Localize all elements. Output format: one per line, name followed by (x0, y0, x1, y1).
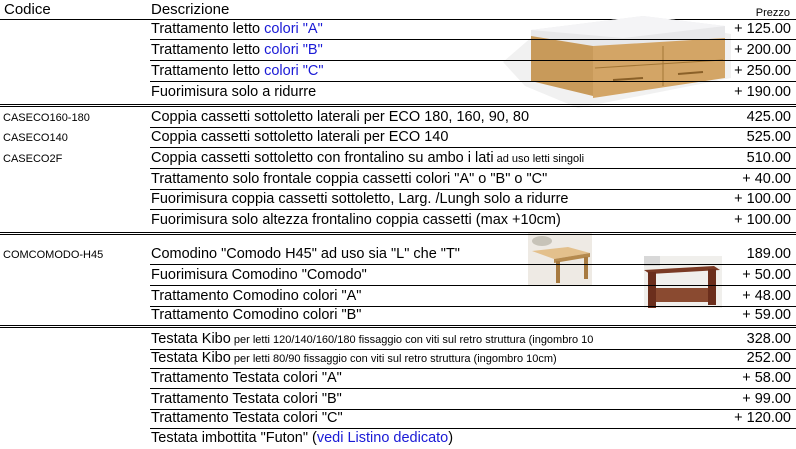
row-description (151, 350, 557, 368)
row-description-text: Trattamento solo frontale coppia cassetti colori "A" o "B" o "C" (151, 171, 548, 187)
row-price: 189.00 (746, 246, 791, 262)
row-description-link[interactable]: vedi Listino dedicato (316, 430, 449, 446)
row-code: CASECO140 (3, 132, 68, 144)
row-description-text: Trattamento letto (151, 42, 265, 58)
row-description-text: Fuorimisura Comodino "Comodo" (151, 267, 367, 283)
row-price: 510.00 (746, 150, 791, 166)
row-price: + 120.00 (734, 410, 791, 426)
row-code: CASECO2F (3, 153, 63, 165)
row-description (151, 109, 529, 126)
header-price: Prezzo (755, 7, 790, 19)
row-description (151, 171, 547, 188)
row-description-link[interactable]: colori "C" (264, 63, 324, 79)
row-description (151, 63, 324, 80)
row-rule (150, 60, 796, 61)
row-price: + 50.00 (742, 267, 791, 283)
row-price: + 40.00 (742, 171, 791, 187)
row-description-text: Fuorimisura solo altezza frontalino coppia cassetti (max +10cm) (151, 212, 561, 228)
table-row (0, 62, 796, 82)
table-row (0, 108, 796, 128)
row-description (151, 84, 316, 101)
row-price: + 100.00 (734, 212, 791, 228)
table-row (0, 211, 796, 231)
table-row (0, 245, 796, 265)
header-description: Descrizione (151, 1, 230, 18)
table-row (0, 128, 796, 148)
row-price: + 125.00 (734, 21, 791, 37)
row-rule (150, 168, 796, 169)
table-row (0, 390, 796, 410)
row-description-text: Coppia cassetti sottoletto laterali per ECO 140 (151, 129, 449, 145)
row-price: + 190.00 (734, 84, 791, 100)
table-row (0, 83, 796, 103)
row-description-text: Testata Kibo (151, 331, 231, 347)
row-description (151, 410, 343, 427)
row-description-text: Trattamento Comodino colori "A" (151, 288, 362, 304)
group-separator (0, 325, 796, 326)
row-price: + 100.00 (734, 191, 791, 207)
table-row (0, 170, 796, 190)
table-row (0, 349, 796, 369)
row-description (151, 212, 561, 229)
row-price: + 48.00 (742, 288, 791, 304)
row-description (151, 331, 593, 349)
row-rule (150, 209, 796, 210)
row-price: 328.00 (746, 331, 791, 347)
row-description (151, 288, 361, 305)
group-separator (0, 234, 796, 235)
row-description-text: Trattamento Testata colori "B" (151, 391, 342, 407)
table-row (0, 369, 796, 389)
table-row (0, 409, 796, 429)
row-rule (150, 147, 796, 148)
row-description-text: Coppia cassetti sottoletto con frontalino su ambo i lati (151, 150, 494, 166)
row-description-text: Trattamento Testata colori "C" (151, 410, 343, 426)
row-price: + 250.00 (734, 63, 791, 79)
table-row (0, 429, 796, 449)
row-description-note: per letti 80/90 fissaggio con viti sul retro struttura (ingombro 10cm) (230, 353, 557, 365)
row-description-suffix: ) (448, 430, 454, 446)
row-rule (150, 81, 796, 82)
table-row (0, 330, 796, 350)
row-price: + 200.00 (734, 42, 791, 58)
row-description (151, 21, 323, 38)
row-description (151, 246, 460, 263)
group-separator (0, 106, 796, 107)
row-description-text: Trattamento letto (151, 21, 265, 37)
table-row (0, 266, 796, 286)
table-row (0, 20, 796, 40)
row-price: 525.00 (746, 129, 791, 145)
row-description-text: Fuorimisura coppia cassetti sottoletto, Larg. /Lungh solo a ridurre (151, 191, 569, 207)
table-row (0, 149, 796, 169)
group-separator (0, 232, 796, 233)
row-description-link[interactable]: colori "B" (264, 42, 323, 58)
row-code: COMCOMODO-H45 (3, 249, 104, 261)
table-row (0, 306, 796, 326)
header-code: Codice (4, 1, 51, 18)
row-description (151, 191, 569, 208)
row-description (151, 129, 448, 146)
row-description-link[interactable]: colori "A" (264, 21, 323, 37)
row-rule (150, 285, 796, 286)
row-description-note: per letti 120/140/160/180 fissaggio con viti sul retro struttura (ingombro 10 (230, 334, 594, 346)
row-description-text: Testata Kibo (151, 350, 231, 366)
row-code: CASECO160-180 (3, 112, 90, 124)
row-description (151, 370, 342, 387)
table-row (0, 287, 796, 307)
row-price: 425.00 (746, 109, 791, 125)
row-description-text: Fuorimisura solo a ridurre (151, 84, 317, 100)
group-separator (0, 104, 796, 105)
row-rule (150, 39, 796, 40)
row-price: + 99.00 (742, 391, 791, 407)
row-description (151, 42, 323, 59)
row-description-text: Trattamento Comodino colori "B" (151, 307, 362, 323)
row-description (151, 391, 342, 408)
row-rule (150, 264, 796, 265)
row-description (151, 307, 361, 324)
row-price: + 58.00 (742, 370, 791, 386)
row-rule (150, 388, 796, 389)
row-description (151, 267, 367, 284)
row-description-text: Trattamento Testata colori "A" (151, 370, 342, 386)
row-description-text: Testata imbottita "Futon" ( (151, 430, 317, 446)
row-description-text: Trattamento letto (151, 63, 265, 79)
table-row (0, 41, 796, 61)
row-description-text: Coppia cassetti sottoletto laterali per ECO 180, 160, 90, 80 (151, 109, 530, 125)
row-description (151, 150, 584, 168)
row-description-text: Comodino "Comodo H45" ad uso sia "L" che "T" (151, 246, 460, 262)
row-price: 252.00 (746, 350, 791, 366)
group-separator (0, 327, 796, 328)
row-price: + 59.00 (742, 307, 791, 323)
table-row (0, 190, 796, 210)
row-description (151, 430, 453, 447)
row-description-note: ad uso letti singoli (493, 153, 585, 165)
